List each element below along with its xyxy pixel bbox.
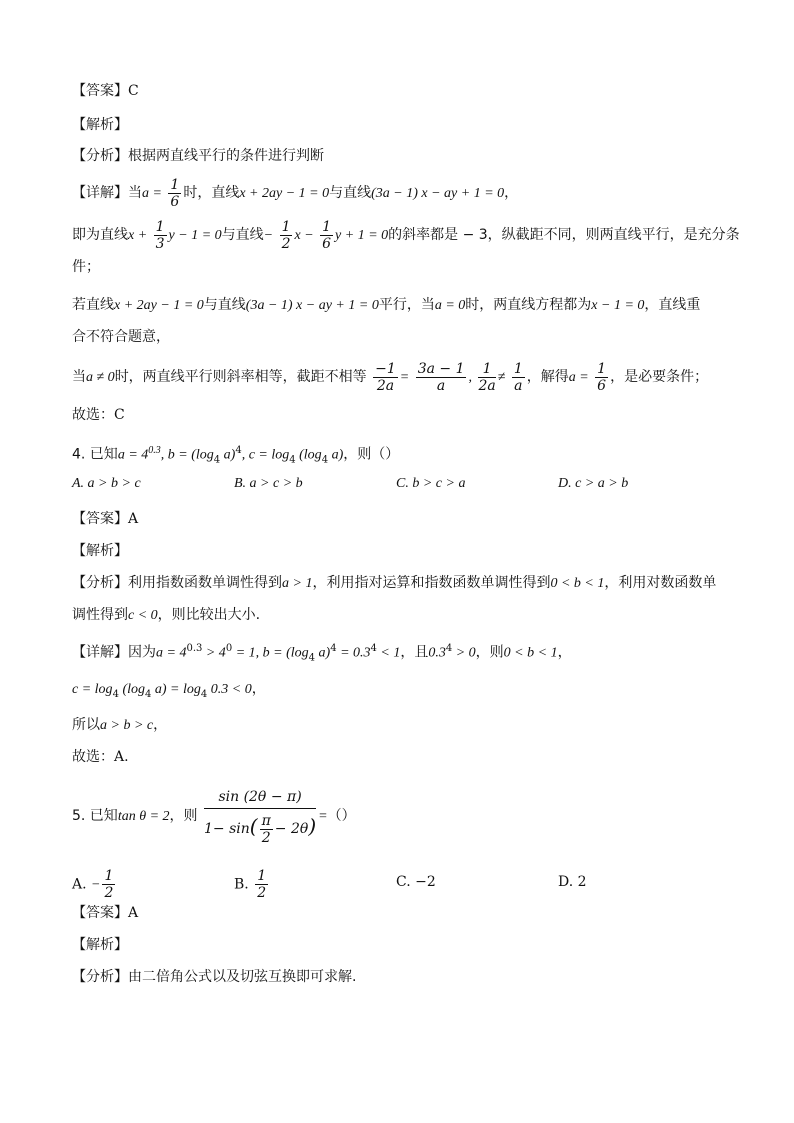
- fraction: $\frac{1}{6}$: [322, 218, 332, 252]
- fraction: $\frac{3a - 1}{a}$: [417, 360, 465, 394]
- q4-option-b[interactable]: B. a > c > b: [234, 476, 303, 491]
- fraction: $\frac{1}{2}$: [257, 868, 267, 901]
- q4-answer-line: 【答案】A: [72, 511, 139, 527]
- q4-option-c[interactable]: C. b > c > a: [396, 476, 466, 491]
- q3-choose-line: 故选：C: [72, 407, 125, 423]
- q3-detail-line-5: 合不符合题意，: [72, 329, 170, 345]
- q4-option-d[interactable]: D. c > a > b: [558, 476, 629, 491]
- q3-detail-line-6: 当a ≠ 0时，两直线平行则斜率相等，截距不相等 $\frac{-1}{2a}$ = $\frac{3a - 1}{a}$ , $\frac{1}{2a}$ ≠ $\frac{1}{a}$ ，解得a = $\frac{1}{6}$ ，是必要条件；: [72, 360, 709, 394]
- q5-option-b[interactable]: B. $\frac{1}{2}$: [234, 868, 267, 901]
- fraction: $\frac{1}{2}$: [104, 868, 114, 901]
- q4-analysis-label: 【解析】: [72, 543, 128, 559]
- q5-option-a[interactable]: A. − $\frac{1}{2}$: [72, 868, 114, 901]
- q3-fenxi-text: 根据两直线平行的条件进行判断: [128, 148, 324, 164]
- q4-choose-line: 故选：A.: [72, 749, 129, 765]
- q5-options: [72, 862, 732, 902]
- q3-detail-line-4: 若直线x + 2ay − 1 = 0与直线(3a − 1) x − ay + 1 = 0平行，当a = 0时，两直线方程都为x − 1 = 0，直线重: [72, 297, 701, 313]
- q3-detail-line-2: 即为直线x + $\frac{1}{3}$ y − 1 = 0与直线− $\frac{1}{2}$ x − $\frac{1}{6}$ y + 1 = 0的斜率都是 − 3，纵截距不同，则两直线平行，是充分条: [72, 218, 740, 252]
- q4-detail-line-2: $c = \log_4 (\log_4$ $a) = \log_4 0.3 < 0$，: [72, 681, 266, 700]
- q4-options: [72, 476, 732, 506]
- q4-fenxi-line-2: 调性得到c < 0，则比较出大小.: [72, 607, 261, 623]
- fraction: $\frac{1}{6}$: [597, 360, 607, 394]
- q3-analysis-label: 【解析】: [72, 117, 128, 133]
- q5-answer-line: 【答案】A: [72, 905, 139, 921]
- q4-option-a[interactable]: A. a > b > c: [72, 476, 141, 491]
- q5-analysis-label: 【解析】: [72, 937, 128, 953]
- q5-main-fraction: sin (2θ − π) 1− sin( $\frac{\pi}{2}$ − 2θ): [204, 786, 316, 846]
- q3-fenxi-line: [72, 145, 324, 167]
- fraction: $\frac{1}{2a}$: [478, 360, 496, 394]
- answer-label: 【答案】: [72, 83, 128, 99]
- q4-detail-line-1: 【详解】因为$a = 4^{0.3} > 4^0 = 1$, $b = (\log_4$ $a)^4 = 0.3^4 < 1$，且$0.3^4 > 0$，则0 < b < 1，: [72, 643, 572, 664]
- fraction: $\frac{\pi}{2}$: [261, 812, 271, 846]
- fraction: $\frac{1}{6}$: [170, 176, 180, 210]
- q3-detail-line-3: 件；: [72, 259, 100, 275]
- q4-stem: 4. 已知$a = 4^{0.3}$, $b = (\log_4$ a)$^4$, $c = \log_4 (\log_4$ a)，则（）: [72, 445, 400, 466]
- detail-label: 【详解】: [72, 185, 128, 201]
- fraction: $\frac{1}{a}$: [513, 360, 523, 394]
- fraction: $\frac{-1}{2a}$: [375, 360, 396, 394]
- q3-detail-line-1: 【详解】当a = $\frac{1}{6}$ 时，直线x + 2ay − 1 = 0与直线(3a − 1) x − ay + 1 = 0，: [72, 176, 519, 210]
- q5-stem: 5. 已知tan θ = 2，则 sin (2θ − π) 1− sin( $\frac{\pi}{2}$ − 2θ) =（）: [72, 786, 356, 846]
- fenxi-label: 【分析】: [72, 148, 128, 164]
- fraction: $\frac{1}{2}$: [281, 218, 291, 252]
- q4-fenxi-line-1: 【分析】利用指数函数单调性得到a > 1，利用指对运算和指数函数单调性得到0 < b < 1，利用对数函数单: [72, 575, 717, 591]
- q4-detail-line-3: 所以a > b > c，: [72, 717, 168, 733]
- q5-option-d[interactable]: D. 2: [558, 874, 587, 890]
- fraction: $\frac{1}{3}$: [155, 218, 165, 252]
- q5-fenxi-line: 【分析】由二倍角公式以及切弦互换即可求解.: [72, 969, 357, 985]
- q3-answer-line: [72, 80, 139, 102]
- q5-option-c[interactable]: C. −2: [396, 874, 436, 890]
- q3-answer-value: C: [128, 83, 139, 99]
